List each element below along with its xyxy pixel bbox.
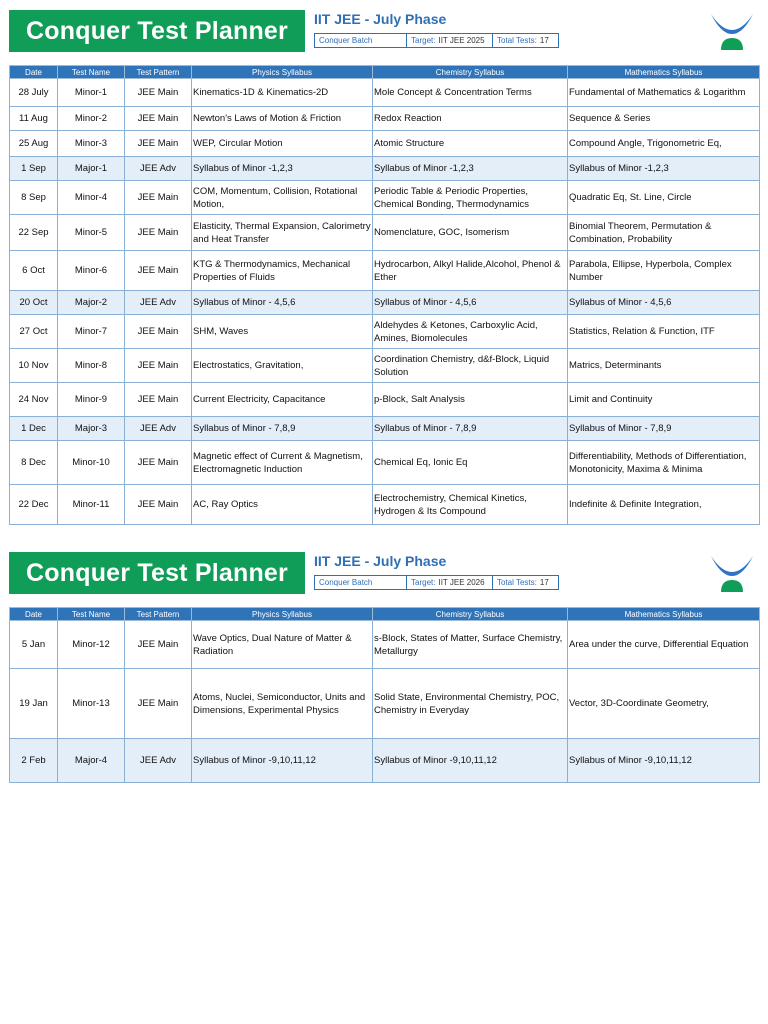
- phase-title: IIT JEE - July Phase: [314, 11, 447, 27]
- logo-icon: [709, 554, 755, 594]
- chemistry-syllabus-cell: Chemical Eq, Ionic Eq: [373, 441, 568, 485]
- test-pattern-cell: JEE Adv: [125, 417, 192, 441]
- date-cell: 27 Oct: [10, 315, 58, 349]
- test-pattern-cell: JEE Main: [125, 485, 192, 525]
- date-cell: 25 Aug: [10, 131, 58, 157]
- date-cell: 1 Dec: [10, 417, 58, 441]
- target-label: Target:: [411, 36, 436, 45]
- planner-header: [9, 10, 759, 65]
- table-row: [10, 107, 760, 131]
- table-row: [10, 441, 760, 485]
- col-header-date: Date: [10, 608, 58, 621]
- table-header-row: [10, 66, 760, 79]
- total-tests-info: [492, 575, 559, 590]
- chemistry-syllabus-cell: Aldehydes & Ketones, Carboxylic Acid, Amines, Biomolecules: [373, 315, 568, 349]
- test-name-cell: Minor-2: [58, 107, 125, 131]
- planner-header: [9, 552, 759, 607]
- target-info: [406, 33, 493, 48]
- mathematics-syllabus-cell: Vector, 3D-Coordinate Geometry,: [568, 669, 760, 739]
- physics-syllabus-cell: Newton's Laws of Motion & Friction: [192, 107, 373, 131]
- test-name-cell: Minor-8: [58, 349, 125, 383]
- chemistry-syllabus-cell: Atomic Structure: [373, 131, 568, 157]
- target-value: IIT JEE 2026: [438, 578, 485, 587]
- physics-syllabus-cell: Kinematics-1D & Kinematics-2D: [192, 79, 373, 107]
- col-header-physics: Physics Syllabus: [192, 66, 373, 79]
- batch-label: Conquer Batch: [319, 36, 373, 45]
- phase-title: IIT JEE - July Phase: [314, 553, 447, 569]
- chemistry-syllabus-cell: Redox Reaction: [373, 107, 568, 131]
- batch-info: [314, 33, 558, 48]
- mathematics-syllabus-cell: Sequence & Series: [568, 107, 760, 131]
- total-tests-label: Total Tests:: [497, 36, 537, 45]
- test-name-cell: Major-4: [58, 739, 125, 783]
- mathematics-syllabus-cell: Compound Angle, Trigonometric Eq,: [568, 131, 760, 157]
- col-header-mathematics: Mathematics Syllabus: [568, 608, 760, 621]
- date-cell: 6 Oct: [10, 251, 58, 291]
- test-pattern-cell: JEE Main: [125, 621, 192, 669]
- physics-syllabus-cell: Magnetic effect of Current & Magnetism, Electromagnetic Induction: [192, 441, 373, 485]
- test-schedule-table: [9, 607, 760, 783]
- total-tests-value: 17: [539, 36, 549, 45]
- chemistry-syllabus-cell: Electrochemistry, Chemical Kinetics, Hydrogen & Its Compound: [373, 485, 568, 525]
- test-pattern-cell: JEE Main: [125, 131, 192, 157]
- test-name-cell: Major-3: [58, 417, 125, 441]
- test-pattern-cell: JEE Main: [125, 441, 192, 485]
- mathematics-syllabus-cell: Fundamental of Mathematics & Logarithm: [568, 79, 760, 107]
- table-row: [10, 291, 760, 315]
- test-name-cell: Minor-13: [58, 669, 125, 739]
- test-name-cell: Minor-12: [58, 621, 125, 669]
- chemistry-syllabus-cell: Syllabus of Minor - 4,5,6: [373, 291, 568, 315]
- test-name-cell: Minor-6: [58, 251, 125, 291]
- mathematics-syllabus-cell: Syllabus of Minor -1,2,3: [568, 157, 760, 181]
- total-tests-label: Total Tests:: [497, 578, 537, 587]
- physics-syllabus-cell: Atoms, Nuclei, Semiconductor, Units and Dimensions, Experimental Physics: [192, 669, 373, 739]
- mathematics-syllabus-cell: Syllabus of Minor -9,10,11,12: [568, 739, 760, 783]
- chemistry-syllabus-cell: p-Block, Salt Analysis: [373, 383, 568, 417]
- mathematics-syllabus-cell: Binomial Theorem, Permutation & Combination, Probability: [568, 215, 760, 251]
- date-cell: 1 Sep: [10, 157, 58, 181]
- date-cell: 22 Sep: [10, 215, 58, 251]
- chemistry-syllabus-cell: Periodic Table & Periodic Properties, Chemical Bonding, Thermodynamics: [373, 181, 568, 215]
- test-name-cell: Minor-1: [58, 79, 125, 107]
- physics-syllabus-cell: Elasticity, Thermal Expansion, Calorimetry and Heat Transfer: [192, 215, 373, 251]
- batch-label: Conquer Batch: [319, 578, 373, 587]
- test-pattern-cell: JEE Adv: [125, 291, 192, 315]
- table-row: [10, 417, 760, 441]
- date-cell: 24 Nov: [10, 383, 58, 417]
- mathematics-syllabus-cell: Differentiability, Methods of Differentiation, Monotonicity, Maxima & Minima: [568, 441, 760, 485]
- test-pattern-cell: JEE Main: [125, 349, 192, 383]
- planner-2: [9, 552, 759, 783]
- table-row: [10, 181, 760, 215]
- col-header-mathematics: Mathematics Syllabus: [568, 66, 760, 79]
- table-row: [10, 621, 760, 669]
- date-cell: 2 Feb: [10, 739, 58, 783]
- batch-name: [314, 575, 407, 590]
- table-header-row: [10, 608, 760, 621]
- test-name-cell: Minor-5: [58, 215, 125, 251]
- date-cell: 8 Sep: [10, 181, 58, 215]
- chemistry-syllabus-cell: Syllabus of Minor - 7,8,9: [373, 417, 568, 441]
- table-row: [10, 215, 760, 251]
- test-name-cell: Minor-11: [58, 485, 125, 525]
- table-row: [10, 669, 760, 739]
- date-cell: 8 Dec: [10, 441, 58, 485]
- date-cell: 11 Aug: [10, 107, 58, 131]
- physics-syllabus-cell: Syllabus of Minor -9,10,11,12: [192, 739, 373, 783]
- test-name-cell: Minor-7: [58, 315, 125, 349]
- date-cell: 20 Oct: [10, 291, 58, 315]
- mathematics-syllabus-cell: Syllabus of Minor - 4,5,6: [568, 291, 760, 315]
- chemistry-syllabus-cell: Hydrocarbon, Alkyl Halide,Alcohol, Phenol & Ether: [373, 251, 568, 291]
- batch-info: [314, 575, 558, 590]
- mathematics-syllabus-cell: Syllabus of Minor - 7,8,9: [568, 417, 760, 441]
- table-row: [10, 131, 760, 157]
- physics-syllabus-cell: SHM, Waves: [192, 315, 373, 349]
- table-row: [10, 383, 760, 417]
- col-header-physics: Physics Syllabus: [192, 608, 373, 621]
- table-row: [10, 485, 760, 525]
- mathematics-syllabus-cell: Statistics, Relation & Function, ITF: [568, 315, 760, 349]
- test-pattern-cell: JEE Main: [125, 315, 192, 349]
- physics-syllabus-cell: Electrostatics, Gravitation,: [192, 349, 373, 383]
- date-cell: 22 Dec: [10, 485, 58, 525]
- physics-syllabus-cell: KTG & Thermodynamics, Mechanical Properties of Fluids: [192, 251, 373, 291]
- physics-syllabus-cell: Current Electricity, Capacitance: [192, 383, 373, 417]
- planner-title: Conquer Test Planner: [9, 552, 305, 594]
- planner-title: Conquer Test Planner: [9, 10, 305, 52]
- test-name-cell: Minor-10: [58, 441, 125, 485]
- chemistry-syllabus-cell: Nomenclature, GOC, Isomerism: [373, 215, 568, 251]
- test-name-cell: Minor-3: [58, 131, 125, 157]
- test-name-cell: Major-2: [58, 291, 125, 315]
- table-row: [10, 315, 760, 349]
- col-header-test-pattern: Test Pattern: [125, 608, 192, 621]
- test-pattern-cell: JEE Main: [125, 251, 192, 291]
- col-header-test-pattern: Test Pattern: [125, 66, 192, 79]
- mathematics-syllabus-cell: Matrics, Determinants: [568, 349, 760, 383]
- col-header-chemistry: Chemistry Syllabus: [373, 608, 568, 621]
- table-row: [10, 739, 760, 783]
- table-row: [10, 349, 760, 383]
- col-header-date: Date: [10, 66, 58, 79]
- mathematics-syllabus-cell: Quadratic Eq, St. Line, Circle: [568, 181, 760, 215]
- target-label: Target:: [411, 578, 436, 587]
- mathematics-syllabus-cell: Area under the curve, Differential Equation: [568, 621, 760, 669]
- chemistry-syllabus-cell: s-Block, States of Matter, Surface Chemistry, Metallurgy: [373, 621, 568, 669]
- chemistry-syllabus-cell: Syllabus of Minor -9,10,11,12: [373, 739, 568, 783]
- physics-syllabus-cell: Syllabus of Minor - 4,5,6: [192, 291, 373, 315]
- chemistry-syllabus-cell: Syllabus of Minor -1,2,3: [373, 157, 568, 181]
- chemistry-syllabus-cell: Coordination Chemistry, d&f-Block, Liquid Solution: [373, 349, 568, 383]
- physics-syllabus-cell: Wave Optics, Dual Nature of Matter & Radiation: [192, 621, 373, 669]
- batch-name: [314, 33, 407, 48]
- table-row: [10, 79, 760, 107]
- mathematics-syllabus-cell: Indefinite & Definite Integration,: [568, 485, 760, 525]
- mathematics-syllabus-cell: Limit and Continuity: [568, 383, 760, 417]
- test-schedule-table: [9, 65, 760, 525]
- date-cell: 19 Jan: [10, 669, 58, 739]
- table-row: [10, 157, 760, 181]
- total-tests-info: [492, 33, 559, 48]
- planner-1: [9, 10, 759, 525]
- test-pattern-cell: JEE Main: [125, 79, 192, 107]
- test-pattern-cell: JEE Main: [125, 181, 192, 215]
- chemistry-syllabus-cell: Mole Concept & Concentration Terms: [373, 79, 568, 107]
- test-pattern-cell: JEE Adv: [125, 157, 192, 181]
- target-value: IIT JEE 2025: [438, 36, 485, 45]
- test-name-cell: Minor-4: [58, 181, 125, 215]
- physics-syllabus-cell: Syllabus of Minor - 7,8,9: [192, 417, 373, 441]
- test-name-cell: Major-1: [58, 157, 125, 181]
- chemistry-syllabus-cell: Solid State, Environmental Chemistry, POC, Chemistry in Everyday: [373, 669, 568, 739]
- date-cell: 28 July: [10, 79, 58, 107]
- col-header-test-name: Test Name: [58, 608, 125, 621]
- physics-syllabus-cell: Syllabus of Minor -1,2,3: [192, 157, 373, 181]
- col-header-test-name: Test Name: [58, 66, 125, 79]
- test-pattern-cell: JEE Main: [125, 107, 192, 131]
- date-cell: 10 Nov: [10, 349, 58, 383]
- test-pattern-cell: JEE Adv: [125, 739, 192, 783]
- target-info: [406, 575, 493, 590]
- physics-syllabus-cell: COM, Momentum, Collision, Rotational Motion,: [192, 181, 373, 215]
- test-pattern-cell: JEE Main: [125, 669, 192, 739]
- logo-icon: [709, 12, 755, 52]
- date-cell: 5 Jan: [10, 621, 58, 669]
- mathematics-syllabus-cell: Parabola, Ellipse, Hyperbola, Complex Number: [568, 251, 760, 291]
- test-pattern-cell: JEE Main: [125, 383, 192, 417]
- table-row: [10, 251, 760, 291]
- physics-syllabus-cell: WEP, Circular Motion: [192, 131, 373, 157]
- total-tests-value: 17: [539, 578, 549, 587]
- test-pattern-cell: JEE Main: [125, 215, 192, 251]
- test-name-cell: Minor-9: [58, 383, 125, 417]
- physics-syllabus-cell: AC, Ray Optics: [192, 485, 373, 525]
- col-header-chemistry: Chemistry Syllabus: [373, 66, 568, 79]
